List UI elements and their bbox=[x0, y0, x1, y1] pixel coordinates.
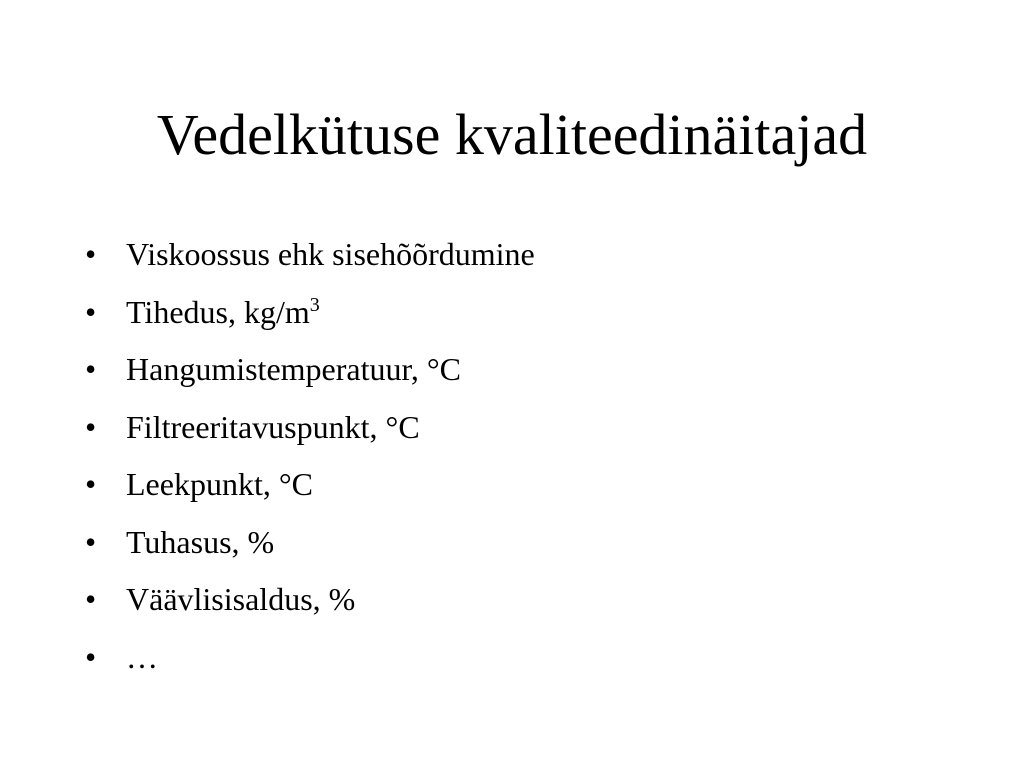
bullet-icon: • bbox=[85, 581, 97, 617]
list-item-text: Väävlisisaldus, % bbox=[126, 581, 356, 617]
list-item-text: Tihedus, kg/m bbox=[126, 293, 310, 330]
bullet-icon: • bbox=[85, 236, 97, 272]
superscript: 3 bbox=[309, 293, 320, 316]
list-item-text: Hangumistemperatuur, °C bbox=[126, 351, 461, 387]
list-item-text: Viskoossus ehk sisehõõrdumine bbox=[126, 236, 535, 272]
bullet-icon: • bbox=[85, 351, 97, 387]
list-item-text: Leekpunkt, °C bbox=[126, 466, 313, 502]
bullet-icon: • bbox=[85, 293, 97, 330]
bullet-icon: • bbox=[85, 523, 97, 560]
bullet-icon: • bbox=[85, 466, 97, 502]
bullet-icon: • bbox=[85, 638, 97, 675]
list-item bbox=[85, 229, 535, 287]
list-item bbox=[85, 459, 535, 517]
list-item bbox=[85, 344, 535, 402]
list-item bbox=[85, 402, 535, 460]
list-item-text: Tuhasus, % bbox=[126, 523, 275, 560]
list-item-text: … bbox=[126, 638, 158, 675]
list-item bbox=[85, 574, 535, 632]
list-item bbox=[85, 632, 535, 690]
slide-title: Vedelkütuse kvaliteedinäitajad bbox=[156, 102, 868, 167]
bullet-icon: • bbox=[85, 408, 97, 445]
list-item bbox=[85, 517, 535, 575]
bullet-list bbox=[85, 229, 535, 689]
list-item bbox=[85, 287, 535, 345]
list-item-text: Filtreeritavuspunkt, °C bbox=[126, 408, 420, 445]
